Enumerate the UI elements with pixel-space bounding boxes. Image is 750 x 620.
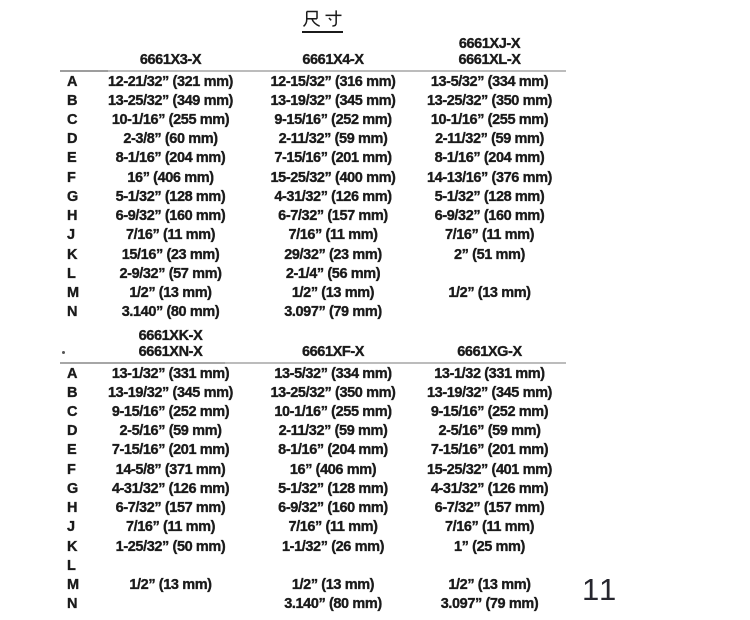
row-label: M	[67, 285, 79, 302]
dimension-value: 15-25/32” (401 mm)	[427, 461, 552, 478]
table-row	[60, 226, 566, 245]
row-label: E	[67, 150, 77, 167]
dimension-value: 2-5/16” (59 mm)	[119, 423, 222, 440]
model-number-header: 6661XF-X	[301, 344, 365, 360]
row-label: L	[67, 265, 76, 282]
dimension-value: 15-25/32” (400 mm)	[270, 169, 396, 186]
table-row	[60, 303, 566, 322]
dimension-value: 1-1/32” (26 mm)	[282, 538, 384, 555]
dimension-value: 13-1/32 (331 mm)	[434, 365, 545, 382]
dimension-value: 10-1/16” (255 mm)	[274, 404, 392, 421]
dimension-value: 10-1/16” (255 mm)	[430, 112, 549, 129]
dimension-value: 3.097” (79 mm)	[440, 596, 539, 613]
table-row	[60, 537, 566, 556]
dimension-value: 7/16” (11 mm)	[444, 519, 535, 536]
model-number-header: 6661XN-X	[138, 344, 203, 360]
table-row	[60, 187, 566, 206]
dimension-value: 5-1/32” (128 mm)	[115, 188, 226, 205]
dimension-value: 10-1/16” (255 mm)	[111, 112, 230, 129]
row-label: B	[67, 92, 78, 109]
dimension-value: 8-1/16” (204 mm)	[278, 442, 388, 459]
table-row	[60, 575, 566, 594]
table-row	[60, 364, 566, 383]
dimension-value: 1/2” (13 mm)	[448, 577, 531, 594]
header-row	[60, 52, 566, 68]
table-row	[60, 595, 566, 614]
dimension-value: 12-15/32” (316 mm)	[270, 73, 396, 90]
dimension-table-1	[60, 36, 566, 322]
page-title	[302, 8, 343, 33]
table-row	[60, 422, 566, 441]
row-label: K	[67, 538, 78, 555]
row-label: B	[67, 384, 78, 401]
page-title-underline	[302, 8, 343, 33]
row-label: H	[67, 500, 78, 517]
dimension-value: 6-9/32” (160 mm)	[115, 208, 226, 225]
dimension-value: 12-21/32” (321 mm)	[108, 73, 233, 90]
dimension-value: 1-25/32” (50 mm)	[115, 538, 226, 555]
dimension-table-2	[60, 328, 566, 614]
row-label: A	[67, 365, 78, 382]
row-label: J	[67, 227, 75, 244]
dimension-value: 6-7/32” (157 mm)	[434, 500, 545, 517]
row-label: D	[67, 423, 78, 440]
dimension-value: 9-15/16” (252 mm)	[430, 404, 549, 421]
table-row	[60, 499, 566, 518]
row-label: N	[67, 304, 78, 321]
row-label: E	[67, 442, 77, 459]
header-row	[60, 36, 566, 52]
table-row	[60, 283, 566, 302]
row-label: D	[67, 131, 78, 148]
dimension-value: 29/32” (23 mm)	[284, 246, 382, 263]
dimension-value: 16” (406 mm)	[127, 169, 214, 186]
model-number-header: 6661XL-X	[458, 52, 521, 68]
table-row	[60, 402, 566, 421]
dimension-value: 2-11/32” (59 mm)	[278, 423, 388, 440]
dimension-value: 7/16” (11 mm)	[125, 227, 216, 244]
dimension-value: 2-5/16” (59 mm)	[438, 423, 541, 440]
table-row	[60, 110, 566, 129]
table-row	[60, 168, 566, 187]
header-row	[60, 328, 566, 344]
dimension-value: 5-1/32” (128 mm)	[278, 480, 388, 497]
dimension-value: 7/16” (11 mm)	[125, 519, 216, 536]
row-label: G	[67, 480, 78, 497]
dimension-value: 13-1/32” (331 mm)	[111, 365, 230, 382]
dimension-value: 7/16” (11 mm)	[288, 519, 378, 536]
row-label: L	[67, 557, 76, 574]
dimension-value: 1/2” (13 mm)	[291, 577, 375, 594]
header-row	[60, 344, 566, 360]
dimension-value: 1/2” (13 mm)	[129, 285, 212, 302]
dimension-value: 3.097” (79 mm)	[284, 304, 382, 321]
model-number-header: 6661X4-X	[302, 52, 364, 68]
dimension-value: 6-7/32” (157 mm)	[278, 208, 388, 225]
chinese-char-cun-icon	[324, 8, 343, 28]
dimension-value: 13-5/32” (334 mm)	[274, 365, 392, 382]
dimension-value: 13-19/32” (345 mm)	[108, 384, 233, 401]
dimension-value: 15/16” (23 mm)	[121, 246, 220, 263]
table-row	[60, 149, 566, 168]
table-row	[60, 91, 566, 110]
row-label: N	[67, 596, 78, 613]
model-number-header: 6661XK-X	[138, 328, 203, 344]
dimension-value: 8-1/16” (204 mm)	[434, 150, 545, 167]
dimension-value: 6-9/32” (160 mm)	[278, 500, 388, 517]
dimension-value: 1” (25 mm)	[454, 538, 525, 555]
table-row	[60, 207, 566, 226]
dimension-value: 1/2” (13 mm)	[129, 577, 212, 594]
row-label: H	[67, 208, 78, 225]
dimension-value: 2” (51 mm)	[454, 246, 525, 263]
dimension-value: 2-1/4” (56 mm)	[285, 265, 381, 282]
chinese-char-chi-icon	[302, 8, 321, 28]
row-label: C	[67, 404, 78, 421]
table-body	[60, 364, 566, 614]
dimension-value: 13-19/32” (345 mm)	[270, 92, 396, 109]
table-body	[60, 72, 566, 322]
dimension-value: 4-31/32” (126 mm)	[430, 480, 549, 497]
table-row	[60, 130, 566, 149]
dimension-value: 6-7/32” (157 mm)	[115, 500, 226, 517]
dimension-value: 14-13/16” (376 mm)	[427, 169, 552, 186]
table-row	[60, 556, 566, 575]
model-number-header: 6661XG-X	[457, 344, 522, 360]
dimension-value: 13-25/32” (350 mm)	[270, 384, 396, 401]
dimension-value: 13-19/32” (345 mm)	[427, 384, 552, 401]
table-row	[60, 245, 566, 264]
dimension-value: 1/2” (13 mm)	[448, 285, 531, 302]
row-label: F	[67, 169, 76, 186]
row-label: K	[67, 246, 78, 263]
table-row	[60, 460, 566, 479]
dimension-value: 7-15/16” (201 mm)	[430, 442, 549, 459]
dimension-value: 7/16” (11 mm)	[444, 227, 535, 244]
table-row	[60, 72, 566, 91]
dimension-value: 2-11/32” (59 mm)	[278, 131, 388, 148]
row-label: C	[67, 112, 78, 129]
dimension-value: 13-25/32” (350 mm)	[427, 92, 552, 109]
dimension-value: 3.140” (80 mm)	[284, 596, 382, 613]
dimension-value: 2-3/8” (60 mm)	[123, 131, 218, 148]
table-row	[60, 264, 566, 283]
table-row	[60, 383, 566, 402]
row-label: J	[67, 519, 75, 536]
dimension-value: 7/16” (11 mm)	[288, 227, 378, 244]
dimension-value: 6-9/32” (160 mm)	[434, 208, 545, 225]
model-number-header: 6661XJ-X	[458, 36, 521, 52]
dimension-value: 9-15/16” (252 mm)	[111, 404, 230, 421]
dimension-value: 5-1/32” (128 mm)	[434, 188, 545, 205]
page-number: 11	[582, 572, 619, 607]
dimension-value: 4-31/32” (126 mm)	[111, 480, 230, 497]
dimension-value: 7-15/16” (201 mm)	[111, 442, 230, 459]
dimension-value: 2-9/32” (57 mm)	[119, 265, 222, 282]
model-number-header: 6661X3-X	[139, 52, 202, 68]
table-row	[60, 479, 566, 498]
dimension-value: 16” (406 mm)	[289, 461, 377, 478]
table-row	[60, 518, 566, 537]
row-label: G	[67, 188, 78, 205]
row-label: F	[67, 461, 76, 478]
dimension-value: 9-15/16” (252 mm)	[274, 112, 392, 129]
dimension-value: 13-25/32” (349 mm)	[108, 92, 233, 109]
row-label: M	[67, 577, 79, 594]
dimension-value: 2-11/32” (59 mm)	[435, 131, 544, 148]
table-row	[60, 441, 566, 460]
dimension-value: 3.140” (80 mm)	[121, 304, 220, 321]
dimension-value: 13-5/32” (334 mm)	[430, 73, 549, 90]
row-label: A	[67, 73, 78, 90]
dimension-value: 7-15/16” (201 mm)	[274, 150, 392, 167]
dimension-value: 8-1/16” (204 mm)	[115, 150, 226, 167]
dimension-value: 1/2” (13 mm)	[291, 285, 375, 302]
dimension-value: 14-5/8” (371 mm)	[115, 461, 226, 478]
dimension-value: 4-31/32” (126 mm)	[274, 188, 392, 205]
